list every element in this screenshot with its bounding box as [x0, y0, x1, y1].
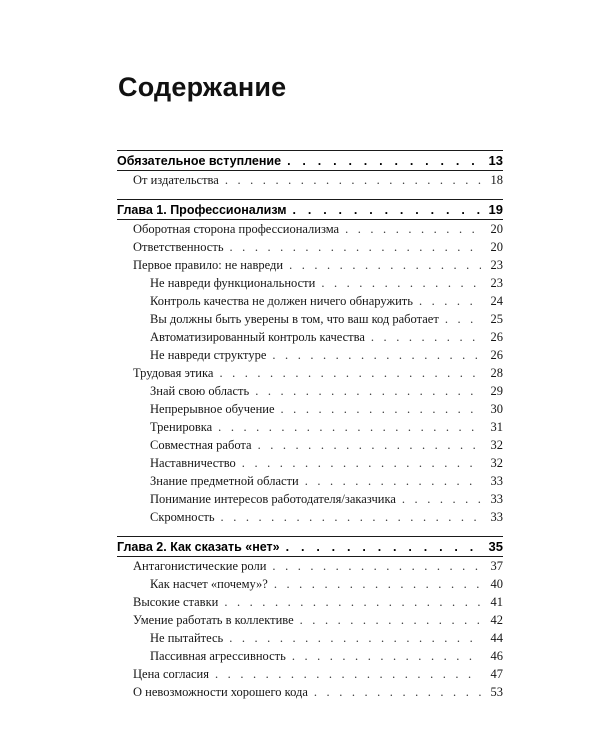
- toc-entry-label: Вы должны быть уверены в том, что ваш код работает: [150, 312, 439, 326]
- toc-entry[interactable]: [117, 472, 503, 490]
- dot-leader: [286, 538, 481, 557]
- toc-entry-page: 28: [490, 366, 503, 380]
- toc-entry[interactable]: [117, 382, 503, 400]
- toc-entry-label: Умение работать в коллективе: [133, 613, 294, 627]
- dot-leader: [230, 238, 481, 256]
- dot-leader: [281, 400, 481, 418]
- dot-leader: [218, 418, 481, 436]
- toc-entry-page: 18: [490, 173, 503, 187]
- toc-entry-label: Оборотная сторона профессионализма: [133, 222, 340, 236]
- toc-entry[interactable]: [117, 683, 503, 701]
- dot-leader: [225, 171, 481, 189]
- toc-entry-page: 33: [490, 510, 503, 524]
- toc-entry-label: Контроль качества не должен ничего обнаружить: [150, 294, 413, 308]
- toc-entry[interactable]: [117, 346, 503, 364]
- toc-entry-page: 47: [490, 667, 503, 681]
- dot-leader: [345, 220, 481, 238]
- toc-entry-page: 40: [490, 577, 503, 591]
- toc-entry-chapter-2[interactable]: [117, 537, 503, 556]
- toc-entry-page: 53: [490, 685, 503, 699]
- dot-leader: [221, 508, 481, 526]
- toc-entry-page: 24: [490, 294, 503, 308]
- dot-leader: [419, 292, 481, 310]
- toc-entry[interactable]: [117, 274, 503, 292]
- toc-entry[interactable]: [117, 292, 503, 310]
- toc-entry-page: 23: [490, 276, 503, 290]
- toc-entry-label: Не навреди функциональности: [150, 276, 316, 290]
- dot-leader: [445, 310, 481, 328]
- toc-entry-label: Не пытайтесь: [150, 631, 224, 645]
- toc-entry[interactable]: [117, 575, 503, 593]
- dot-leader: [402, 490, 481, 508]
- toc-entry-label: Пассивная агрессивность: [150, 649, 286, 663]
- dot-leader: [287, 152, 481, 171]
- toc-entry-page: 30: [490, 402, 503, 416]
- dot-leader: [215, 665, 481, 683]
- toc-entry[interactable]: [117, 171, 503, 189]
- toc-entry-label: Знай свою область: [150, 384, 250, 398]
- toc-entry-label: Антагонистические роли: [133, 559, 267, 573]
- dot-leader: [272, 557, 481, 575]
- dot-leader: [305, 472, 481, 490]
- toc-entry-page: 37: [490, 559, 503, 573]
- toc-entry[interactable]: [117, 364, 503, 382]
- dot-leader: [242, 454, 481, 472]
- dot-leader: [300, 611, 481, 629]
- toc-entry-label: Непрерывное обучение: [150, 402, 275, 416]
- toc-entry-intro[interactable]: [117, 151, 503, 170]
- toc-entry-label: Автоматизированный контроль качества: [150, 330, 365, 344]
- toc-entry-label: Трудовая этика: [133, 366, 214, 380]
- toc-entry-page: 26: [490, 330, 503, 344]
- dot-leader: [293, 201, 481, 220]
- toc-entry[interactable]: [117, 238, 503, 256]
- dot-leader: [274, 575, 481, 593]
- toc-entry[interactable]: [117, 593, 503, 611]
- dot-leader: [219, 364, 481, 382]
- toc-entry-page: 29: [490, 384, 503, 398]
- toc-entry-page: 42: [490, 613, 503, 627]
- toc-entry-page: 20: [490, 222, 503, 236]
- toc-entry[interactable]: [117, 418, 503, 436]
- dot-leader: [314, 683, 481, 701]
- toc-entry-label: Первое правило: не навреди: [133, 258, 284, 272]
- toc-entry-page: 31: [490, 420, 503, 434]
- dot-leader: [371, 328, 481, 346]
- dot-leader: [255, 382, 481, 400]
- toc-entry-label: Не навреди структуре: [150, 348, 267, 362]
- dot-leader: [258, 436, 481, 454]
- toc-entry-label: Знание предметной области: [150, 474, 299, 488]
- toc-entry-label: Понимание интересов работодателя/заказчика: [150, 492, 396, 506]
- dot-leader: [229, 629, 481, 647]
- toc-entry-page: 32: [490, 438, 503, 452]
- toc-entry-page: 13: [488, 153, 503, 168]
- toc-entry-label: Как насчет «почему»?: [150, 577, 268, 591]
- toc-entry-label: Тренировка: [150, 420, 213, 434]
- toc-entry-label: Наставничество: [150, 456, 236, 470]
- dot-leader: [289, 256, 481, 274]
- toc-entry-page: 46: [490, 649, 503, 663]
- toc-entry-label: Высокие ставки: [133, 595, 219, 609]
- toc-entry-page: 26: [490, 348, 503, 362]
- toc-entry-page: 33: [490, 474, 503, 488]
- page-title: Содержание: [118, 72, 287, 102]
- toc-entry-page: 23: [490, 258, 503, 272]
- toc-entry[interactable]: [117, 665, 503, 683]
- toc-entry[interactable]: [117, 557, 503, 575]
- toc-entry-label: Глава 1. Профессионализм: [117, 203, 287, 217]
- toc-entry-page: 35: [488, 539, 503, 554]
- toc-entry[interactable]: [117, 629, 503, 647]
- toc-entry-label: Ответственность: [133, 240, 224, 254]
- toc-entry-page: 25: [490, 312, 503, 326]
- toc-entry[interactable]: [117, 256, 503, 274]
- toc-entry-label: Скромность: [150, 510, 215, 524]
- toc-entry-label: От издательства: [133, 173, 219, 187]
- toc-entry-page: 20: [490, 240, 503, 254]
- toc-entry[interactable]: [117, 220, 503, 238]
- toc-entry[interactable]: [117, 508, 503, 526]
- toc-entry[interactable]: [117, 611, 503, 629]
- toc-entry-page: 33: [490, 492, 503, 506]
- toc-entry-chapter-1[interactable]: [117, 200, 503, 219]
- toc-entry-page: 41: [490, 595, 503, 609]
- dot-leader: [292, 647, 481, 665]
- toc-entry-page: 19: [488, 202, 503, 217]
- dot-leader: [224, 593, 481, 611]
- toc-entry-label: Совместная работа: [150, 438, 252, 452]
- toc-entry[interactable]: [117, 454, 503, 472]
- toc-entry[interactable]: [117, 647, 503, 665]
- dot-leader: [272, 346, 481, 364]
- dot-leader: [321, 274, 481, 292]
- toc-entry-label: Цена согласия: [133, 667, 210, 681]
- toc-entry-page: 32: [490, 456, 503, 470]
- table-of-contents: [117, 150, 503, 701]
- toc-entry[interactable]: [117, 328, 503, 346]
- toc-entry-label: Обязательное вступление: [117, 154, 282, 168]
- toc-entry-label: О невозможности хорошего кода: [133, 685, 308, 699]
- toc-entry[interactable]: [117, 400, 503, 418]
- toc-entry-label: Глава 2. Как сказать «нет»: [117, 540, 280, 554]
- toc-entry-page: 44: [490, 631, 503, 645]
- toc-entry[interactable]: [117, 436, 503, 454]
- toc-entry[interactable]: [117, 490, 503, 508]
- toc-entry[interactable]: [117, 310, 503, 328]
